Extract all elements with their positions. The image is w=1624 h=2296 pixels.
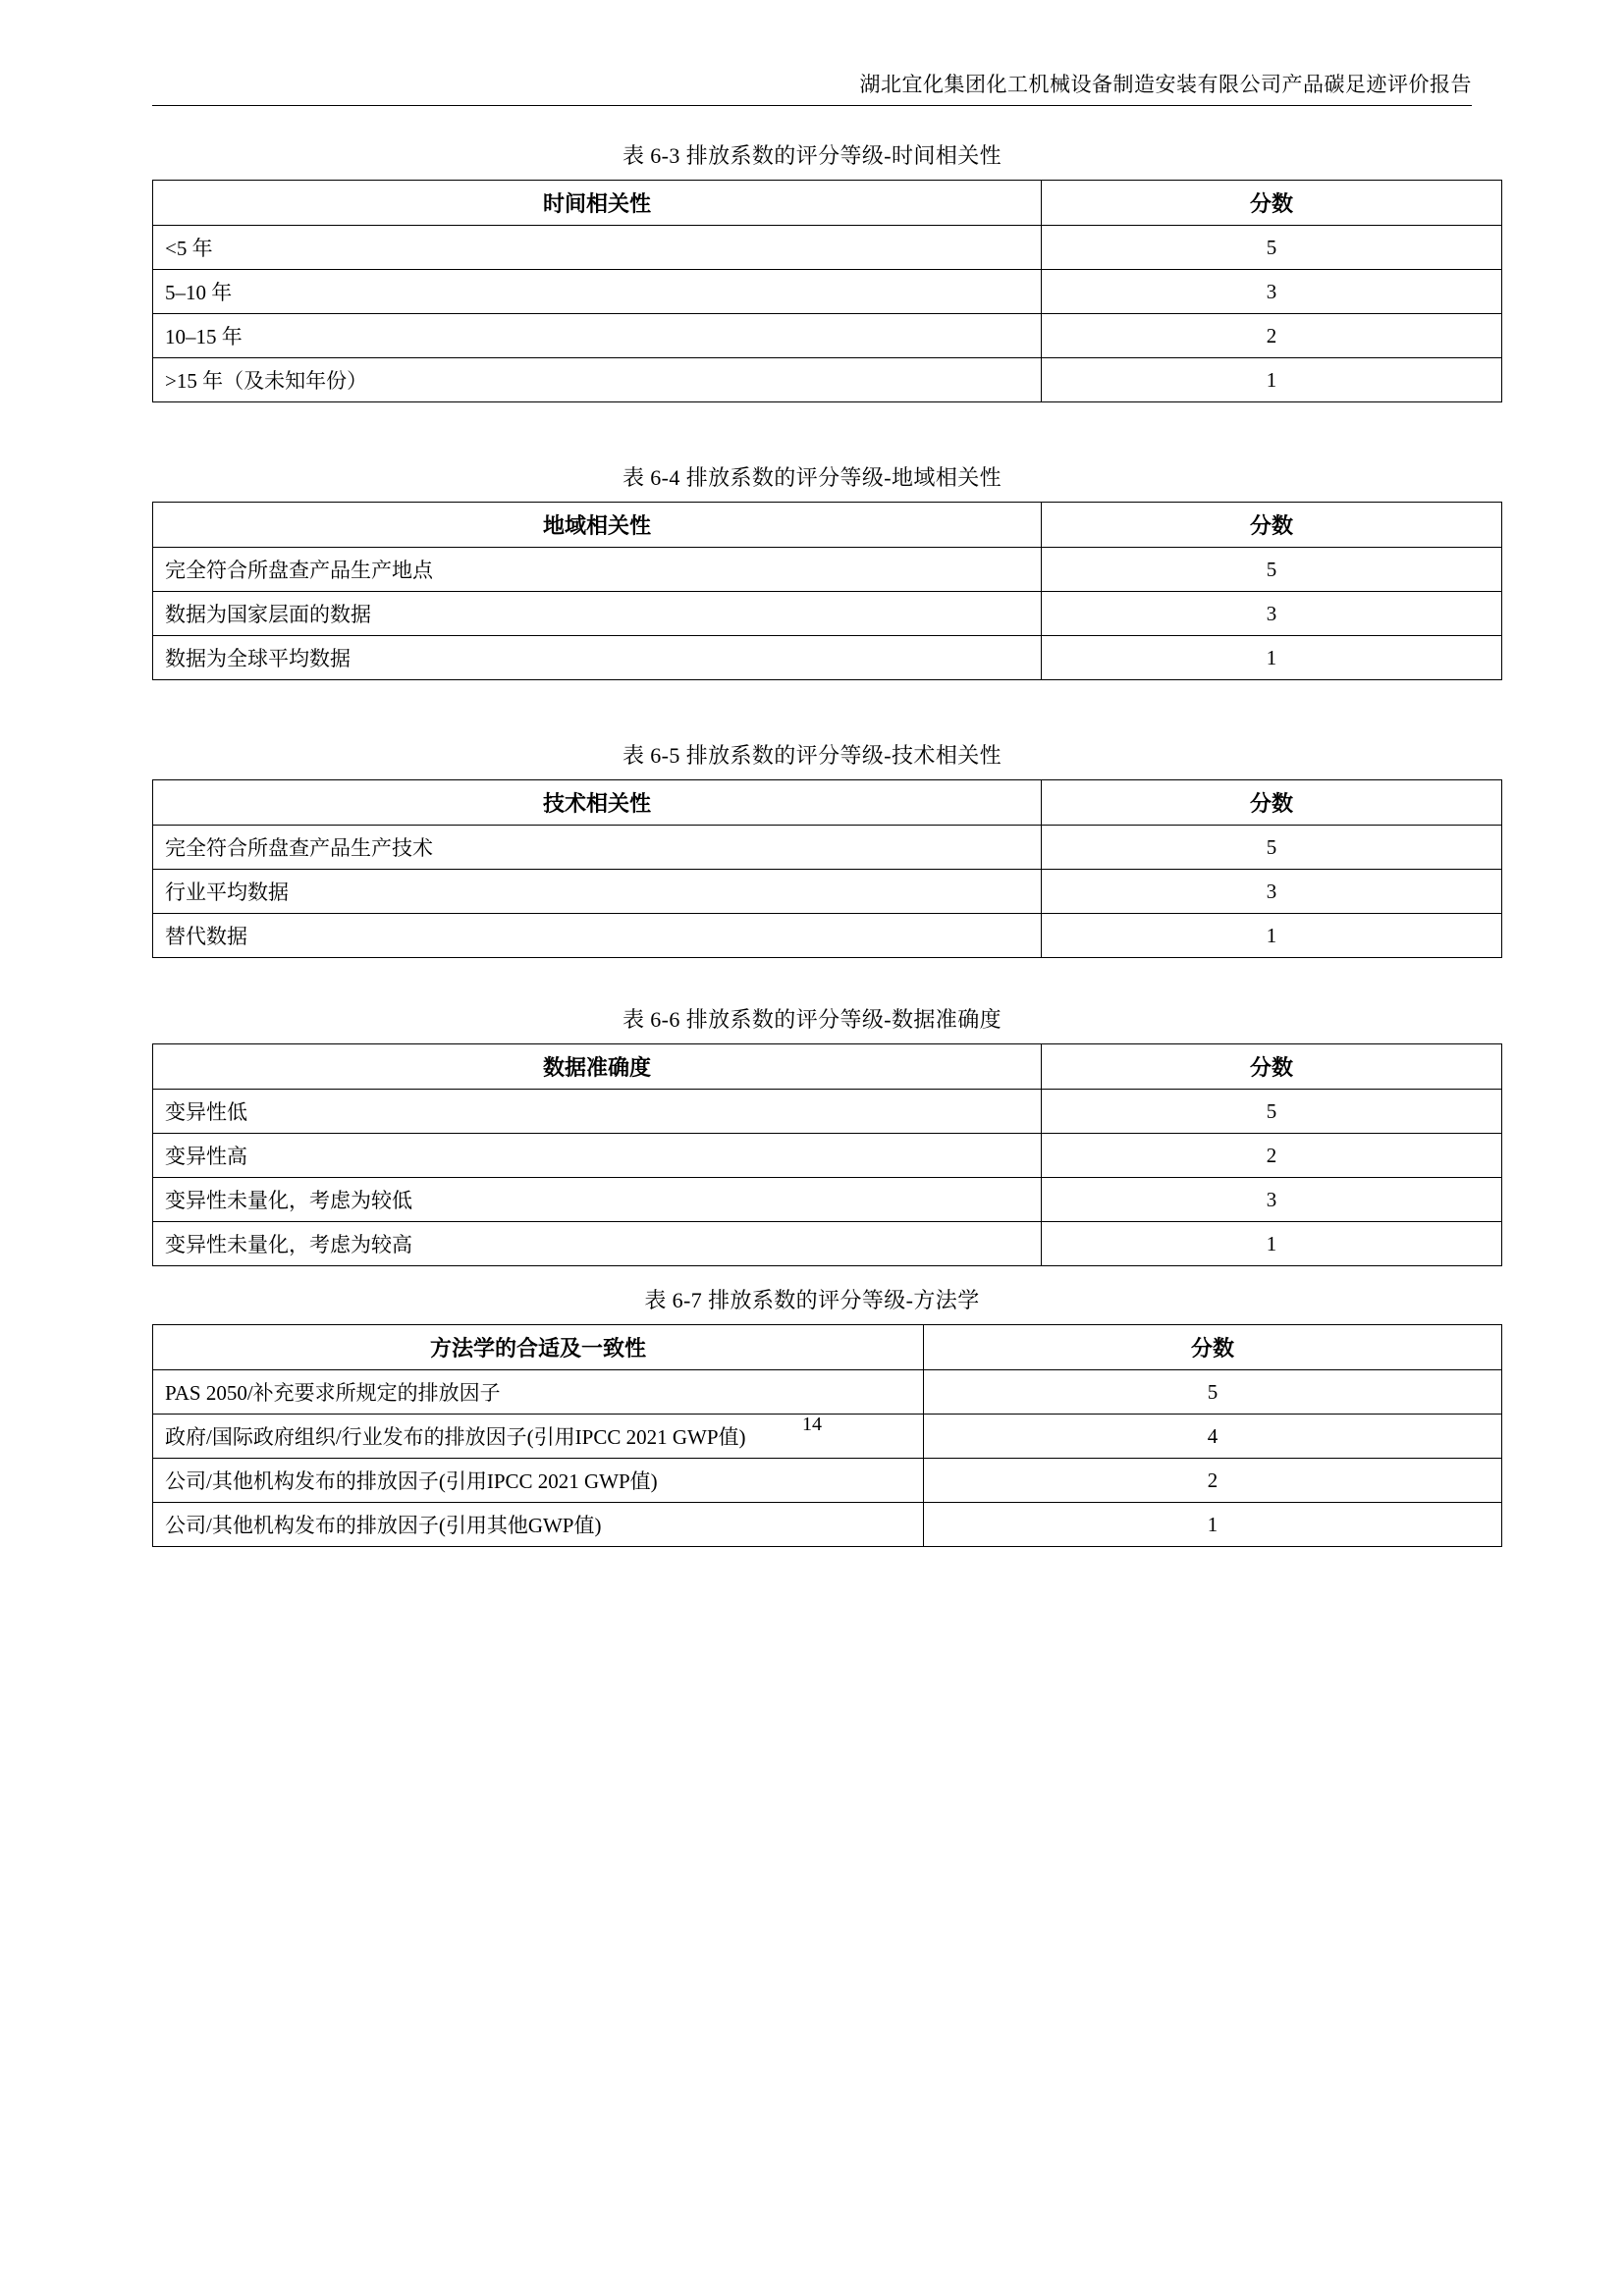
cell-score: 5 bbox=[1042, 226, 1502, 270]
column-header-score: 分数 bbox=[1042, 780, 1502, 826]
table-6-4 bbox=[152, 502, 1502, 680]
column-header-criterion: 技术相关性 bbox=[153, 780, 1042, 826]
cell-score: 4 bbox=[924, 1415, 1502, 1459]
table-6-5 bbox=[152, 779, 1502, 958]
table-header-row bbox=[153, 780, 1502, 826]
column-header-score: 分数 bbox=[1042, 1044, 1502, 1090]
table-caption-6-6: 表 6-6 排放系数的评分等级-数据准确度 bbox=[622, 1007, 1002, 1032]
table-row bbox=[153, 548, 1502, 592]
spacer bbox=[152, 958, 1472, 991]
cell-criterion: 完全符合所盘查产品生产技术 bbox=[153, 826, 1042, 870]
cell-criterion: >15 年（及未知年份） bbox=[153, 358, 1042, 402]
table-row bbox=[153, 226, 1502, 270]
cell-criterion: 变异性低 bbox=[153, 1090, 1042, 1134]
table-row bbox=[153, 592, 1502, 636]
table-row bbox=[153, 1178, 1502, 1222]
table-row bbox=[153, 1134, 1502, 1178]
table-row bbox=[153, 1503, 1502, 1547]
table-6-6 bbox=[152, 1043, 1502, 1266]
cell-score: 1 bbox=[1042, 1222, 1502, 1266]
table-header-row bbox=[153, 1325, 1502, 1370]
cell-criterion: 行业平均数据 bbox=[153, 870, 1042, 914]
table-header-row bbox=[153, 1044, 1502, 1090]
column-header-criterion: 地域相关性 bbox=[153, 503, 1042, 548]
cell-criterion: 变异性未量化，考虑为较高 bbox=[153, 1222, 1042, 1266]
header-title: 湖北宜化集团化工机械设备制造安装有限公司产品碳足迹评价报告 bbox=[859, 73, 1472, 96]
page-header bbox=[152, 73, 1472, 106]
column-header-score: 分数 bbox=[1042, 181, 1502, 226]
cell-criterion: <5 年 bbox=[153, 226, 1042, 270]
cell-criterion: 5–10 年 bbox=[153, 270, 1042, 314]
cell-score: 3 bbox=[1042, 870, 1502, 914]
cell-criterion: 替代数据 bbox=[153, 914, 1042, 958]
column-header-criterion: 方法学的合适及一致性 bbox=[153, 1325, 924, 1370]
spacer bbox=[152, 402, 1472, 450]
page-number: 14 bbox=[802, 1414, 822, 1435]
table-row bbox=[153, 1222, 1502, 1266]
table-row bbox=[153, 914, 1502, 958]
column-header-criterion: 数据准确度 bbox=[153, 1044, 1042, 1090]
column-header-criterion: 时间相关性 bbox=[153, 181, 1042, 226]
cell-score: 5 bbox=[924, 1370, 1502, 1415]
table-row bbox=[153, 826, 1502, 870]
header-divider bbox=[152, 105, 1472, 106]
cell-score: 3 bbox=[1042, 592, 1502, 636]
table-row bbox=[153, 1459, 1502, 1503]
table-row bbox=[153, 270, 1502, 314]
cell-criterion: 变异性高 bbox=[153, 1134, 1042, 1178]
table-row bbox=[153, 870, 1502, 914]
table-row bbox=[153, 1370, 1502, 1415]
cell-criterion: 公司/其他机构发布的排放因子(引用其他GWP值) bbox=[153, 1503, 924, 1547]
cell-criterion: 数据为全球平均数据 bbox=[153, 636, 1042, 680]
table-caption-6-4: 表 6-4 排放系数的评分等级-地域相关性 bbox=[622, 465, 1002, 490]
cell-score: 1 bbox=[924, 1503, 1502, 1547]
table-row bbox=[153, 358, 1502, 402]
cell-score: 5 bbox=[1042, 826, 1502, 870]
spacer bbox=[152, 680, 1472, 727]
cell-criterion: PAS 2050/补充要求所规定的排放因子 bbox=[153, 1370, 924, 1415]
cell-criterion: 10–15 年 bbox=[153, 314, 1042, 358]
table-header-row bbox=[153, 503, 1502, 548]
cell-score: 3 bbox=[1042, 1178, 1502, 1222]
cell-criterion: 公司/其他机构发布的排放因子(引用IPCC 2021 GWP值) bbox=[153, 1459, 924, 1503]
table-caption-6-5: 表 6-5 排放系数的评分等级-技术相关性 bbox=[622, 743, 1002, 768]
cell-score: 1 bbox=[1042, 636, 1502, 680]
cell-criterion: 完全符合所盘查产品生产地点 bbox=[153, 548, 1042, 592]
cell-score: 5 bbox=[1042, 548, 1502, 592]
column-header-score: 分数 bbox=[1042, 503, 1502, 548]
table-row bbox=[153, 314, 1502, 358]
cell-criterion: 变异性未量化，考虑为较低 bbox=[153, 1178, 1042, 1222]
cell-score: 2 bbox=[1042, 1134, 1502, 1178]
page-content bbox=[152, 128, 1472, 1547]
table-caption-6-7: 表 6-7 排放系数的评分等级-方法学 bbox=[644, 1288, 980, 1312]
table-caption-6-3: 表 6-3 排放系数的评分等级-时间相关性 bbox=[622, 143, 1002, 168]
table-6-3 bbox=[152, 180, 1502, 402]
cell-score: 1 bbox=[1042, 914, 1502, 958]
table-header-row bbox=[153, 181, 1502, 226]
cell-criterion: 数据为国家层面的数据 bbox=[153, 592, 1042, 636]
cell-score: 5 bbox=[1042, 1090, 1502, 1134]
cell-score: 1 bbox=[1042, 358, 1502, 402]
cell-score: 3 bbox=[1042, 270, 1502, 314]
column-header-score: 分数 bbox=[924, 1325, 1502, 1370]
cell-criterion: 政府/国际政府组织/行业发布的排放因子(引用IPCC 2021 GWP值) bbox=[153, 1415, 924, 1459]
cell-score: 2 bbox=[924, 1459, 1502, 1503]
table-row bbox=[153, 1090, 1502, 1134]
table-row bbox=[153, 636, 1502, 680]
cell-score: 2 bbox=[1042, 314, 1502, 358]
